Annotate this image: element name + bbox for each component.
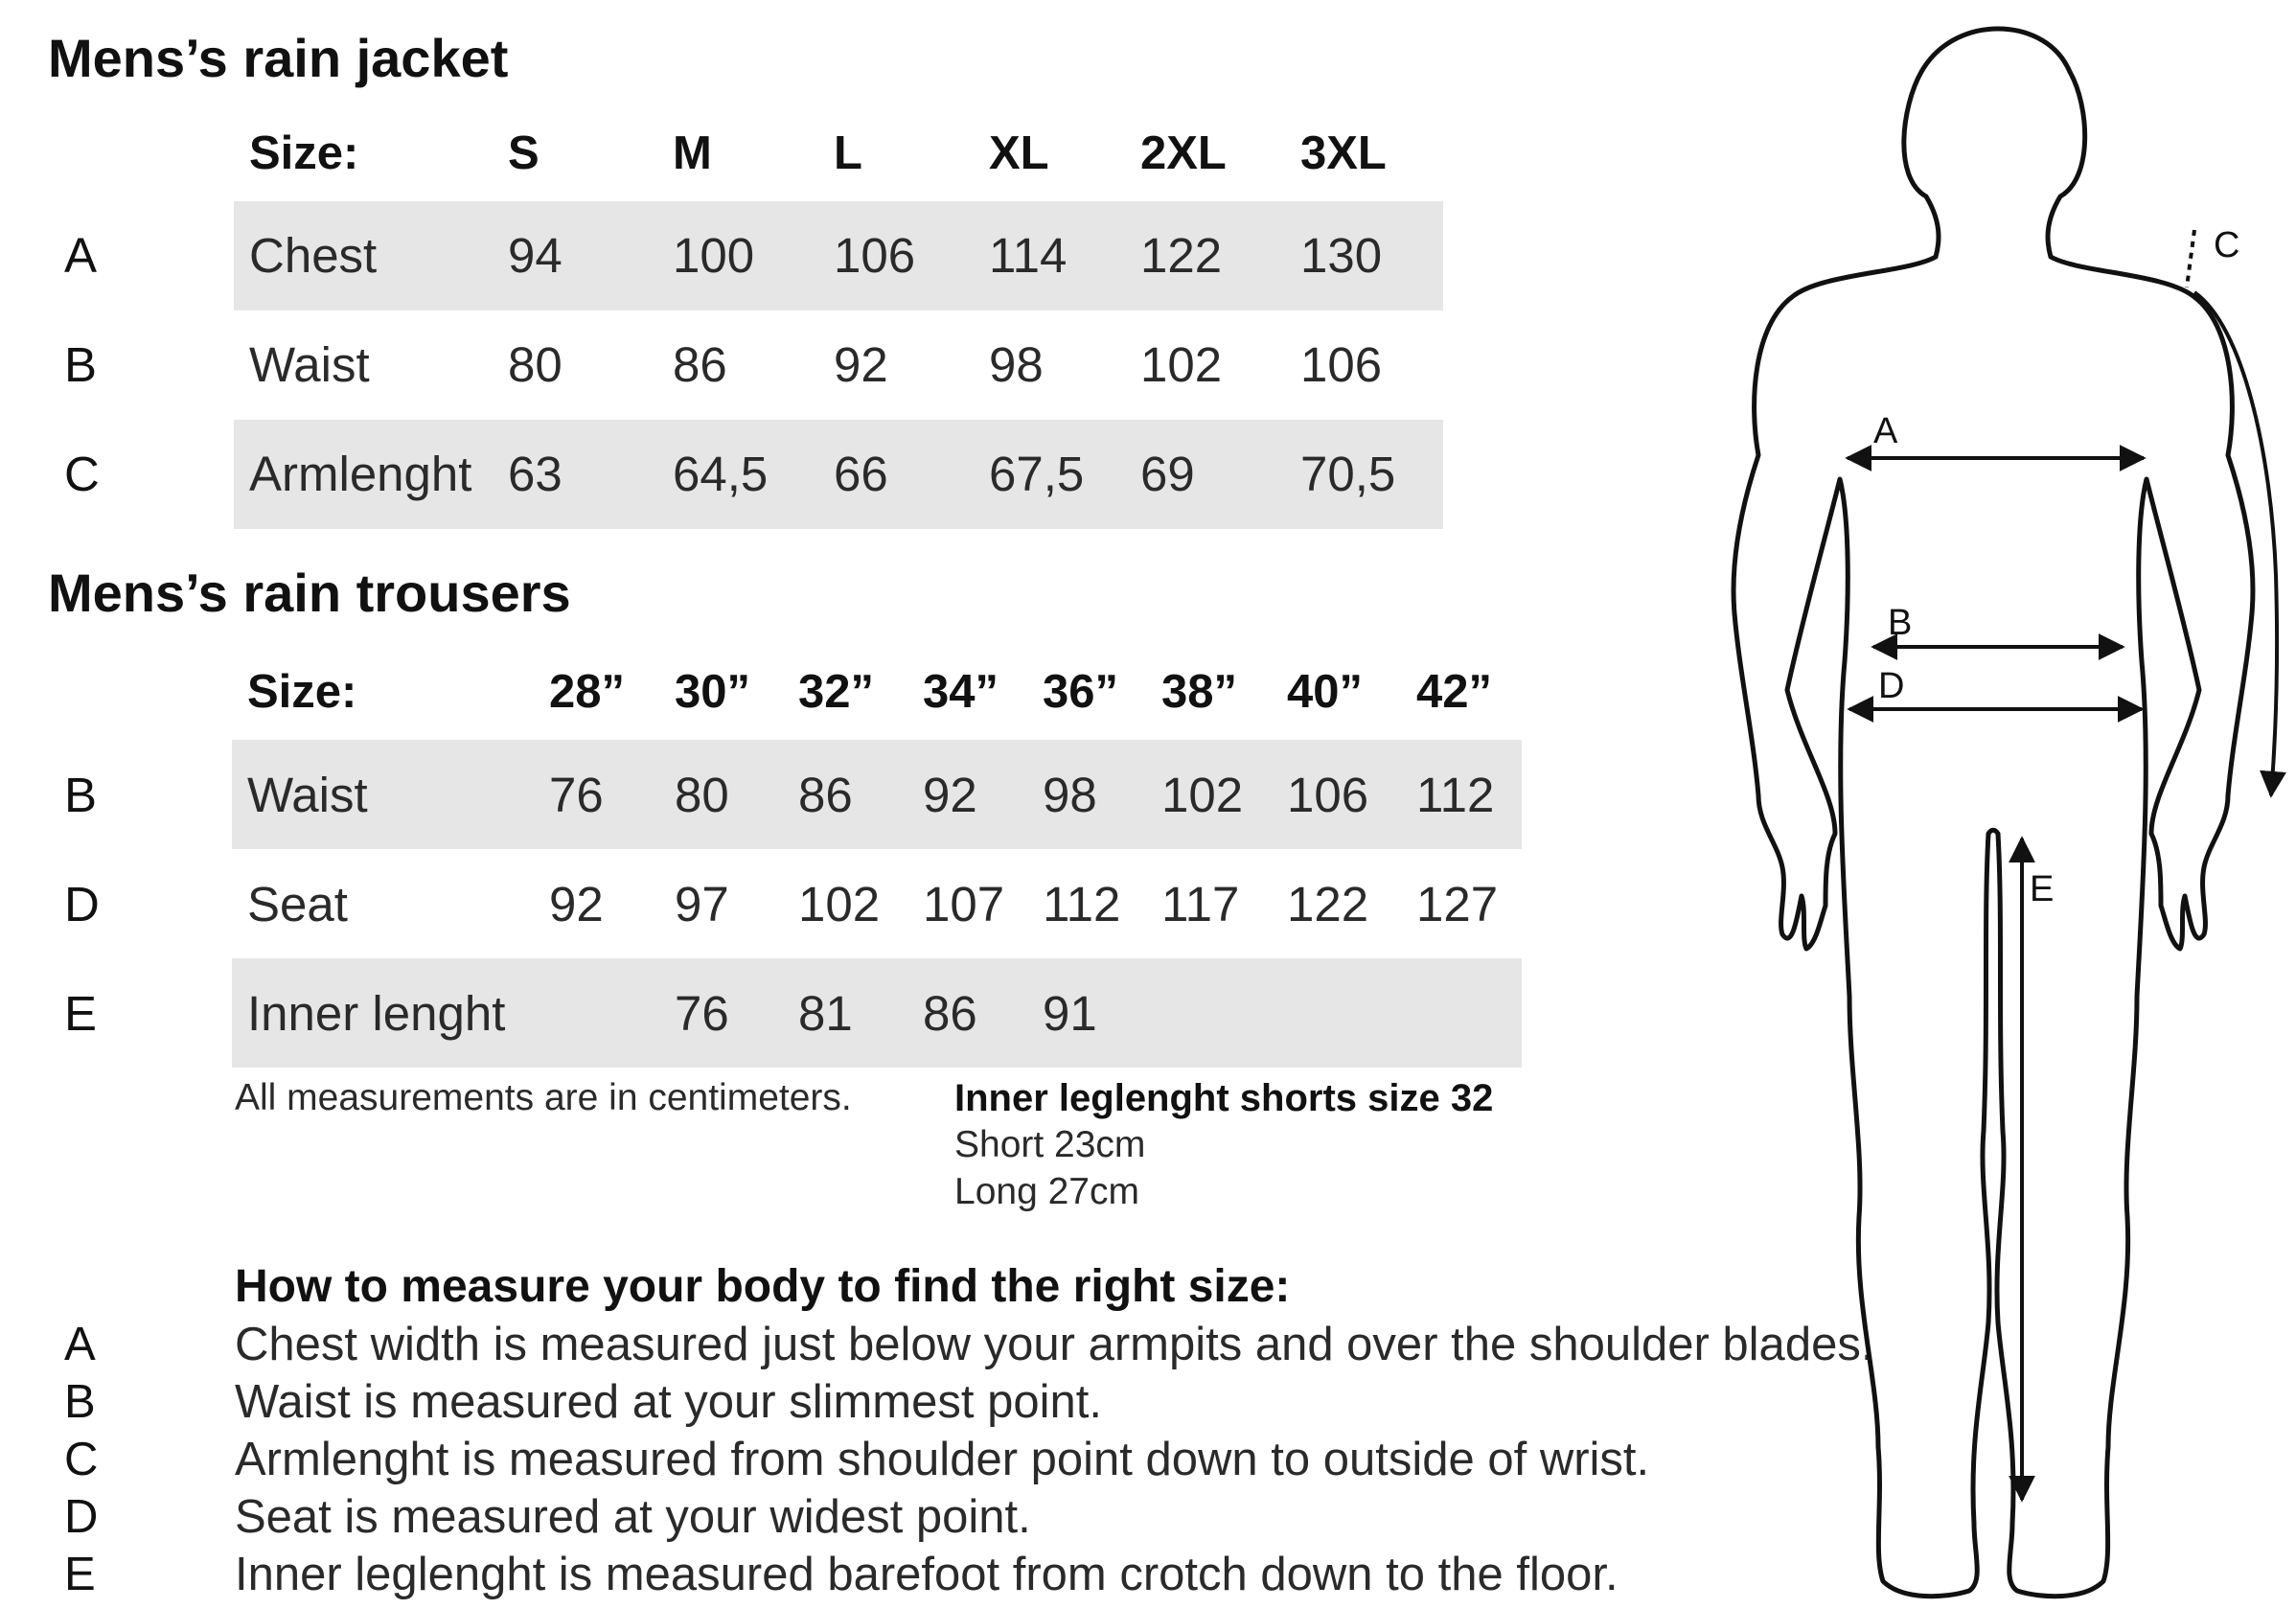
table-cell: 86 bbox=[923, 986, 977, 1041]
table-cell: 92 bbox=[549, 877, 604, 931]
shoulder-point-tick bbox=[2187, 230, 2194, 287]
howto-letter: C bbox=[64, 1434, 99, 1485]
trousers-size-label: Size: bbox=[247, 666, 357, 718]
jacket-size-header: 3XL bbox=[1300, 127, 1387, 179]
table-cell: 122 bbox=[1140, 228, 1223, 283]
crotch-outline bbox=[1988, 830, 1998, 834]
table-cell: 112 bbox=[1416, 768, 1495, 822]
table-cell: 86 bbox=[673, 337, 727, 392]
measure-name: Armlenght bbox=[249, 447, 472, 501]
jacket-size-header: 2XL bbox=[1140, 127, 1227, 179]
table-cell: 92 bbox=[923, 768, 977, 822]
row-letter: B bbox=[64, 337, 98, 392]
howto-line: Inner leglenght is measured barefoot from crotch down to the floor. bbox=[235, 1549, 1619, 1600]
measure-name: Seat bbox=[247, 877, 348, 931]
howto-line: Chest width is measured just below your armpits and over the shoulder blades. bbox=[235, 1319, 1874, 1370]
trousers-size-header: 38” bbox=[1161, 666, 1238, 718]
table-cell: 112 bbox=[1043, 877, 1121, 931]
table-cell: 80 bbox=[508, 337, 563, 392]
row-letter: A bbox=[64, 228, 98, 283]
row-letter: B bbox=[64, 768, 98, 822]
jacket-size-header: XL bbox=[989, 127, 1049, 179]
table-cell: 127 bbox=[1416, 877, 1499, 931]
row-letter: E bbox=[64, 986, 98, 1041]
table-cell: 97 bbox=[675, 877, 729, 931]
howto-title: How to measure your body to find the right size: bbox=[235, 1261, 1291, 1312]
trousers-size-header: 40” bbox=[1287, 666, 1364, 718]
measure-name: Waist bbox=[249, 337, 370, 392]
jacket-size-header: L bbox=[834, 127, 862, 179]
howto-letter: A bbox=[64, 1319, 96, 1370]
jacket-title: Mens’s rain jacket bbox=[48, 28, 509, 88]
table-cell: 107 bbox=[923, 877, 1005, 931]
figure-label-e: E bbox=[2030, 869, 2055, 909]
table-cell: 106 bbox=[1300, 337, 1383, 392]
table-cell: 76 bbox=[549, 768, 604, 822]
howto-line: Armlenght is measured from shoulder point down to outside of wrist. bbox=[235, 1434, 1650, 1485]
table-cell: 86 bbox=[798, 768, 853, 822]
figure-label-d: D bbox=[1878, 666, 1905, 706]
table-cell: 130 bbox=[1300, 228, 1383, 283]
table-cell: 98 bbox=[1043, 768, 1097, 822]
howto-letter: E bbox=[64, 1549, 96, 1600]
units-note: All measurements are in centimeters. bbox=[235, 1077, 852, 1118]
howto-letter: B bbox=[64, 1376, 96, 1428]
trousers-size-header: 32” bbox=[798, 666, 875, 718]
measure-name: Inner lenght bbox=[247, 986, 506, 1041]
trousers-size-header: 28” bbox=[549, 666, 626, 718]
jacket-size-label: Size: bbox=[249, 127, 359, 179]
table-cell: 102 bbox=[1161, 768, 1244, 822]
table-cell: 102 bbox=[1140, 337, 1223, 392]
table-cell: 98 bbox=[989, 337, 1044, 392]
table-cell: 106 bbox=[1287, 768, 1369, 822]
figure-label-c: C bbox=[2214, 225, 2240, 265]
shorts-long: Long 27cm bbox=[954, 1171, 1139, 1212]
table-cell: 117 bbox=[1161, 877, 1240, 931]
jacket-size-header: S bbox=[508, 127, 540, 179]
row-letter: D bbox=[64, 877, 100, 931]
table-cell: 70,5 bbox=[1300, 447, 1396, 501]
head-outline bbox=[1904, 29, 2085, 257]
shorts-title: Inner leglenght shorts size 32 bbox=[954, 1077, 1494, 1119]
trousers-size-header: 36” bbox=[1043, 666, 1119, 718]
table-cell: 92 bbox=[834, 337, 888, 392]
table-cell: 81 bbox=[798, 986, 853, 1041]
measure-name: Chest bbox=[249, 228, 378, 283]
table-cell: 66 bbox=[834, 447, 888, 501]
shorts-short: Short 23cm bbox=[954, 1124, 1146, 1165]
table-cell: 64,5 bbox=[673, 447, 769, 501]
table-cell: 100 bbox=[673, 228, 755, 283]
table-cell: 102 bbox=[798, 877, 881, 931]
table-cell: 67,5 bbox=[989, 447, 1085, 501]
trousers-size-header: 30” bbox=[675, 666, 751, 718]
trousers-size-header: 34” bbox=[923, 666, 999, 718]
trousers-title: Mens’s rain trousers bbox=[48, 563, 571, 623]
table-cell: 63 bbox=[508, 447, 563, 501]
howto-line: Seat is measured at your widest point. bbox=[235, 1491, 1031, 1543]
table-cell: 69 bbox=[1140, 447, 1195, 501]
table-cell: 76 bbox=[675, 986, 729, 1041]
figure-label-b: B bbox=[1888, 603, 1913, 643]
table-cell: 80 bbox=[675, 768, 729, 822]
table-cell: 91 bbox=[1043, 986, 1097, 1041]
trousers-size-header: 42” bbox=[1416, 666, 1493, 718]
howto-letter: D bbox=[64, 1491, 99, 1543]
table-cell: 122 bbox=[1287, 877, 1369, 931]
howto-line: Waist is measured at your slimmest point. bbox=[235, 1376, 1102, 1428]
table-cell: 94 bbox=[508, 228, 563, 283]
table-cell: 106 bbox=[834, 228, 916, 283]
measure-name: Waist bbox=[247, 768, 368, 822]
jacket-size-header: M bbox=[673, 127, 712, 179]
row-letter: C bbox=[64, 447, 100, 501]
table-cell: 114 bbox=[989, 228, 1068, 283]
figure-label-a: A bbox=[1873, 411, 1898, 451]
